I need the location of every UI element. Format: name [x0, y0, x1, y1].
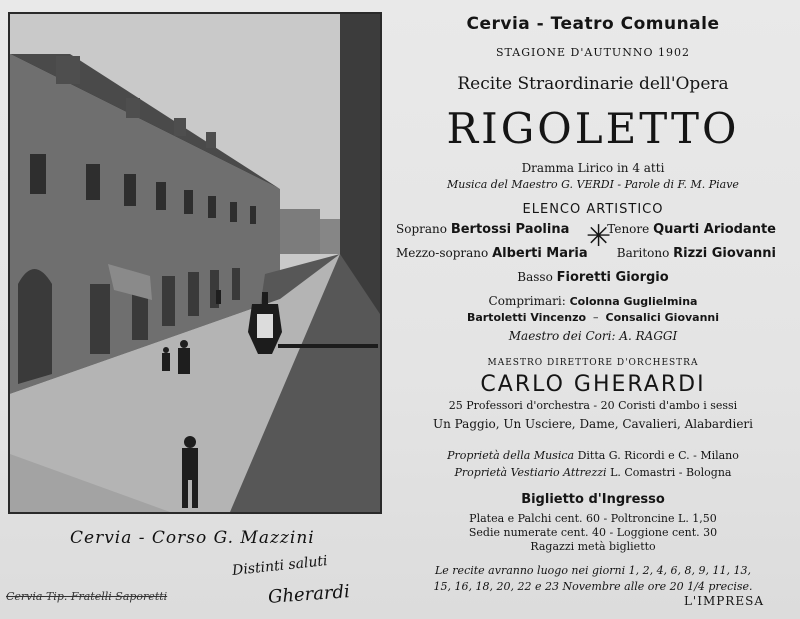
- role-label: Basso: [517, 270, 553, 284]
- cast-basso: [392, 270, 794, 285]
- handwritten-signature: Gherardi: [267, 581, 351, 608]
- singer-name: Bartoletti Vincenzo: [466, 311, 587, 324]
- singer-name: Alberti Maria: [492, 246, 588, 261]
- tickets-heading: Biglietto d'Ingresso: [521, 492, 665, 507]
- star-ornament-icon: ✳: [586, 219, 612, 254]
- cast-mezzo: [396, 246, 588, 261]
- season-line: STAGIONE D'AUTUNNO 1902: [496, 46, 690, 59]
- cast-soprano: [396, 222, 569, 237]
- photo-caption: Cervia - Corso G. Mazzini: [70, 528, 315, 548]
- playbill: [392, 8, 794, 613]
- costume-rights-line: [392, 466, 794, 479]
- rights-owner: Ditta G. Ricordi e C. - Milano: [577, 449, 739, 462]
- dramma-line: Dramma Lirico in 4 atti: [521, 161, 665, 175]
- comprimari-line-1: [392, 294, 794, 308]
- orchestra-line: 25 Professori d'orchestra - 20 Coristi d'ambo i sessi: [448, 399, 738, 412]
- recite-line: Recite Straordinarie dell'Opera: [457, 74, 729, 94]
- music-rights-line: [392, 449, 794, 462]
- cast-heading: ELENCO ARTISTICO: [522, 202, 664, 217]
- price-line-1: Platea e Palchi cent. 60 - Poltroncine L. 1,50: [469, 512, 717, 525]
- composer-line: Musica del Maestro G. VERDI - Parole di F. M. Piave: [447, 178, 739, 191]
- impresa-signoff: L'IMPRESA: [683, 594, 764, 608]
- street-photograph: [8, 12, 382, 514]
- comprimari-line-2: Bartoletti Vincenzo – Consalici Giovanni: [466, 311, 720, 324]
- singer-name: Bertossi Paolina: [450, 222, 570, 237]
- price-line-3: Ragazzi metà biglietto: [530, 540, 656, 553]
- singer-name: Consalici Giovanni: [605, 311, 720, 324]
- singer-name: Quarti Ariodante: [653, 222, 776, 237]
- extras-line: Un Paggio, Un Usciere, Dame, Cavalieri, Alabardieri: [432, 417, 753, 431]
- opera-title: RIGOLETTO: [446, 104, 740, 153]
- rights-label: Proprietà della Musica: [447, 449, 575, 462]
- handwritten-greeting: Distinti saluti: [231, 553, 329, 579]
- role-label: Soprano: [396, 222, 447, 236]
- price-line-2: Sedie numerate cent. 40 - Loggione cent. 30: [468, 526, 718, 539]
- singer-name: Fioretti Giorgio: [556, 270, 669, 285]
- street-scene-image: [10, 14, 380, 512]
- role-label: Baritono: [616, 246, 670, 260]
- singer-name: Colonna Guglielmina: [569, 295, 698, 308]
- role-label: Tenore: [607, 222, 650, 236]
- dates-line-1: Le recite avranno luogo nei giorni 1, 2, 4, 6, 8, 9, 11, 13,: [434, 564, 752, 577]
- role-label: Mezzo-soprano: [396, 246, 489, 260]
- rights-label: Proprietà Vestiario Attrezzi: [454, 466, 607, 479]
- cast-tenore: [607, 222, 776, 237]
- singer-name: Rizzi Giovanni: [673, 246, 776, 261]
- conductor-label: MAESTRO DIRETTORE D'ORCHESTRA: [487, 358, 699, 368]
- cast-baritono: [617, 246, 776, 261]
- dates-line-2: 15, 16, 18, 20, 22 e 23 Novembre alle ore 20 1/4 precise.: [433, 580, 753, 593]
- town-theatre-heading: Cervia - Teatro Comunale: [466, 14, 720, 34]
- rights-owner: L. Comastri - Bologna: [610, 466, 732, 479]
- printer-imprint: Cervia Tip. Fratelli Saporetti: [6, 590, 168, 603]
- conductor-name: CARLO GHERARDI: [480, 372, 706, 397]
- comprimari-label: Comprimari:: [488, 294, 566, 308]
- chorus-master: Maestro dei Cori: A. RAGGI: [508, 329, 678, 343]
